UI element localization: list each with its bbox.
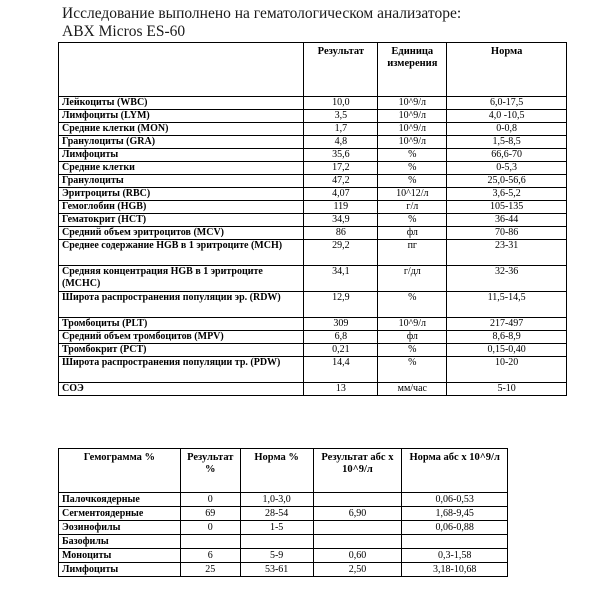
row-result: 309 [304,318,378,331]
blood-test-body [59,97,567,396]
hemogram-norm: 5-9 [240,549,313,563]
header-norm: Норма [447,43,567,97]
row-result: 34,9 [304,214,378,227]
table-row [59,149,567,162]
row-name: СОЭ [59,383,304,396]
hemogram-result: 0 [180,521,240,535]
table-row [59,383,567,396]
hemogram-name: Моноциты [59,549,181,563]
row-unit: 10^12/л [378,188,447,201]
table-row [59,344,567,357]
table-row [59,175,567,188]
table-row [59,136,567,149]
row-unit: 10^9/л [378,318,447,331]
row-result: 6,8 [304,331,378,344]
hemogram-header-norm-abs: Норма абс x 10^9/л [402,449,508,493]
row-name: Лейкоциты (WBC) [59,97,304,110]
hemogram-row [59,563,508,577]
row-unit: фл [378,227,447,240]
hemogram-norm-abs: 1,68-9,45 [402,507,508,521]
row-name: Эритроциты (RBC) [59,188,304,201]
hemogram-result-abs [313,521,402,535]
hemogram-result: 69 [180,507,240,521]
row-result: 119 [304,201,378,214]
report-heading [62,5,582,41]
row-name: Широта распространения популяции тр. (PDW) [59,357,304,383]
heading-line-1: Исследование выполнено на гематологическом анализаторе: [62,5,462,22]
row-norm: 3,6-5,2 [447,188,567,201]
row-result: 4,8 [304,136,378,149]
row-result: 0,21 [304,344,378,357]
row-norm: 11,5-14,5 [447,292,567,318]
hemogram-norm: 1,0-3,0 [240,493,313,507]
row-norm: 66,6-70 [447,149,567,162]
header-name [59,43,304,97]
header-result: Результат [304,43,378,97]
hemogram-result [180,535,240,549]
row-norm: 0-5,3 [447,162,567,175]
row-name: Тромбоциты (PLT) [59,318,304,331]
hemogram-name: Палочкоядерные [59,493,181,507]
row-name: Гемоглобин (HGB) [59,201,304,214]
row-result: 86 [304,227,378,240]
row-unit: 10^9/л [378,136,447,149]
row-unit: % [378,162,447,175]
row-name: Гранулоциты [59,175,304,188]
table-row [59,227,567,240]
hemogram-name: Сегментоядерные [59,507,181,521]
row-unit: г/дл [378,266,447,292]
hemogram-row [59,521,508,535]
row-name: Гранулоциты (GRA) [59,136,304,149]
row-norm: 0,15-0,40 [447,344,567,357]
row-name: Средняя концентрация HGB в 1 эритроците (MCHC) [59,266,304,292]
hemogram-name: Базофилы [59,535,181,549]
hemogram-norm: 53-61 [240,563,313,577]
hemogram-header-row [59,449,508,493]
row-name: Широта распространения популяции эр. (RDW) [59,292,304,318]
row-result: 3,5 [304,110,378,123]
row-result: 35,6 [304,149,378,162]
header-unit: Единица измерения [378,43,447,97]
hemogram-header-result-abs: Результат абс x 10^9/л [313,449,402,493]
row-norm: 0-0,8 [447,123,567,136]
row-norm: 4,0 -10,5 [447,110,567,123]
hemogram-result-abs [313,535,402,549]
table-row [59,214,567,227]
row-unit: 10^9/л [378,110,447,123]
table-row [59,240,567,266]
table-row [59,97,567,110]
row-unit: % [378,357,447,383]
hemogram-norm [240,535,313,549]
hemogram-norm-abs: 0,3-1,58 [402,549,508,563]
row-result: 47,2 [304,175,378,188]
row-name: Гематокрит (HCT) [59,214,304,227]
row-unit: % [378,175,447,188]
hemogram-row [59,493,508,507]
row-norm: 1,5-8,5 [447,136,567,149]
row-unit: г/л [378,201,447,214]
row-unit: фл [378,331,447,344]
row-result: 13 [304,383,378,396]
hemogram-name: Эозинофилы [59,521,181,535]
row-name: Среднее содержание HGB в 1 эритроците (MCH) [59,240,304,266]
row-result: 29,2 [304,240,378,266]
table-header-row [59,43,567,97]
hemogram-norm-abs: 3,18-10,68 [402,563,508,577]
table-row [59,201,567,214]
row-norm: 10-20 [447,357,567,383]
row-norm: 217-497 [447,318,567,331]
row-name: Средние клетки (MON) [59,123,304,136]
row-name: Средний объем тромбоцитов (MPV) [59,331,304,344]
table-row [59,292,567,318]
table-row [59,318,567,331]
blood-test-table [58,42,567,396]
hemogram-result-abs [313,493,402,507]
table-row [59,123,567,136]
hemogram-name: Лимфоциты [59,563,181,577]
row-result: 4,07 [304,188,378,201]
row-name: Средний объем эритроцитов (MCV) [59,227,304,240]
row-norm: 70-86 [447,227,567,240]
row-norm: 32-36 [447,266,567,292]
row-result: 14,4 [304,357,378,383]
row-unit: 10^9/л [378,97,447,110]
row-unit: мм/час [378,383,447,396]
row-norm: 23-31 [447,240,567,266]
hemogram-header-name: Гемограмма % [59,449,181,493]
row-norm: 6,0-17,5 [447,97,567,110]
hemogram-norm-abs: 0,06-0,88 [402,521,508,535]
hemogram-result: 6 [180,549,240,563]
hemogram-row [59,507,508,521]
row-name: Средние клетки [59,162,304,175]
hemogram-norm: 28-54 [240,507,313,521]
hemogram-header-result: Результат % [180,449,240,493]
row-result: 17,2 [304,162,378,175]
row-norm: 8,6-8,9 [447,331,567,344]
table-row [59,357,567,383]
row-unit: 10^9/л [378,123,447,136]
row-result: 34,1 [304,266,378,292]
hemogram-header-norm: Норма % [240,449,313,493]
row-result: 10,0 [304,97,378,110]
row-unit: % [378,149,447,162]
hemogram-table [58,448,508,577]
row-unit: % [378,344,447,357]
row-unit: % [378,214,447,227]
hemogram-row [59,535,508,549]
heading-line-2: ABX Micros ES-60 [62,23,186,40]
row-norm: 105-135 [447,201,567,214]
hemogram-result-abs: 0,60 [313,549,402,563]
hemogram-result: 25 [180,563,240,577]
table-row [59,188,567,201]
hemogram-norm: 1-5 [240,521,313,535]
row-unit: % [378,292,447,318]
hemogram-result: 0 [180,493,240,507]
hemogram-row [59,549,508,563]
table-row [59,331,567,344]
hemogram-result-abs: 2,50 [313,563,402,577]
row-name: Лимфоциты [59,149,304,162]
hemogram-norm-abs [402,535,508,549]
table-row [59,110,567,123]
row-norm: 25,0-56,6 [447,175,567,188]
table-row [59,266,567,292]
row-norm: 5-10 [447,383,567,396]
row-result: 1,7 [304,123,378,136]
row-norm: 36-44 [447,214,567,227]
hemogram-body [59,493,508,577]
row-result: 12,9 [304,292,378,318]
hemogram-norm-abs: 0,06-0,53 [402,493,508,507]
row-name: Лимфоциты (LYM) [59,110,304,123]
row-name: Тромбокрит (PCT) [59,344,304,357]
hemogram-result-abs: 6,90 [313,507,402,521]
table-row [59,162,567,175]
row-unit: пг [378,240,447,266]
